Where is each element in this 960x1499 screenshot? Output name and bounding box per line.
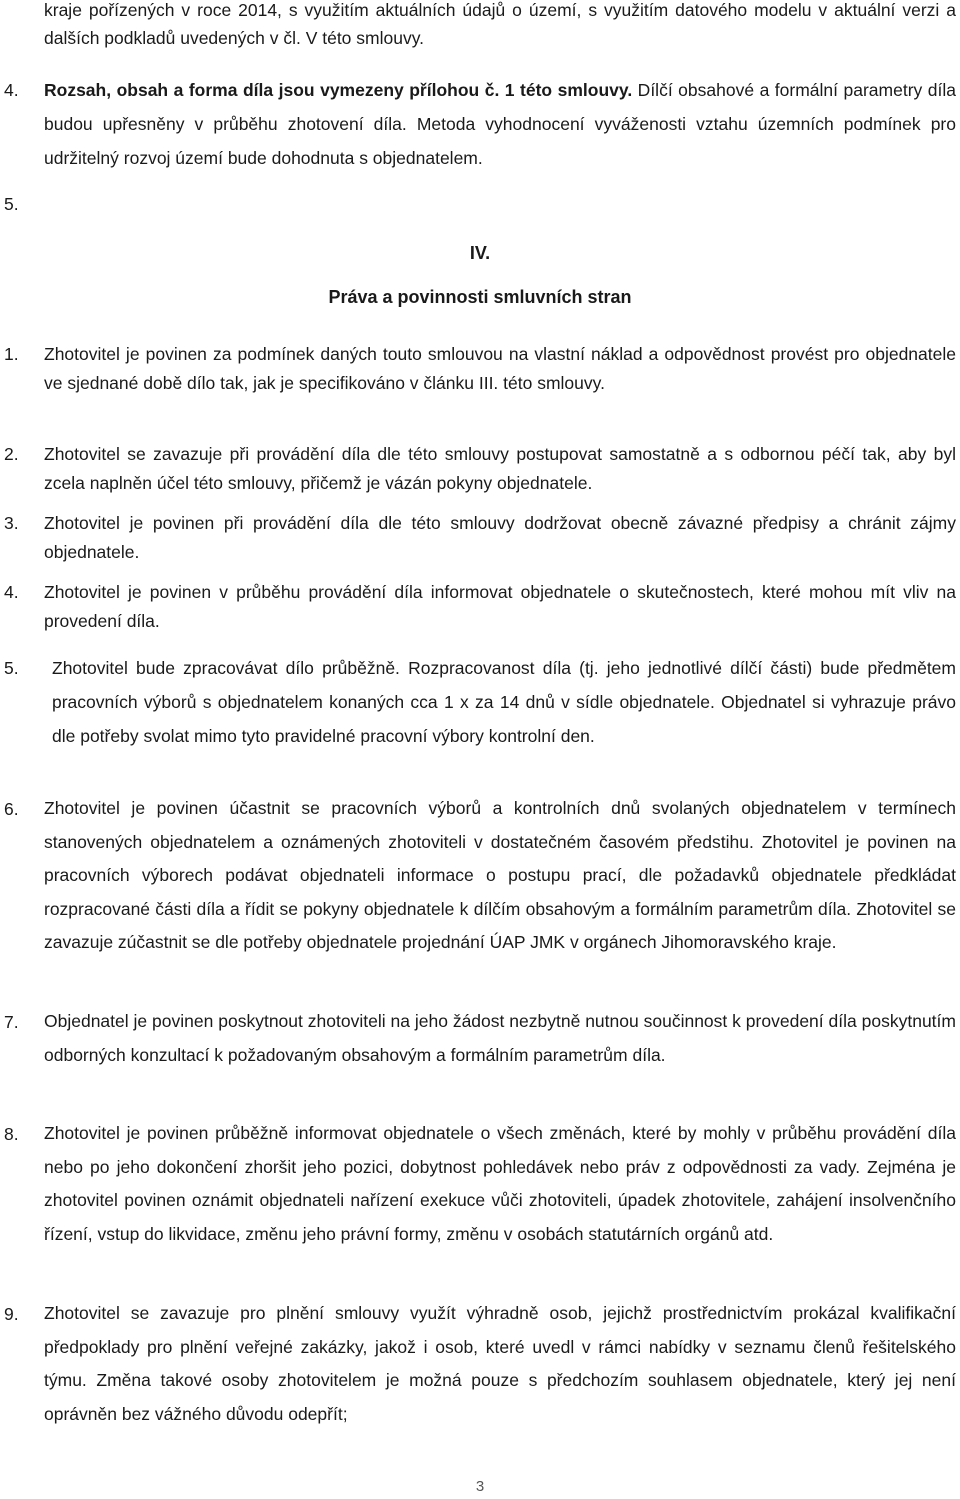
item-text: Zhotovitel je povinen při provádění díla dle této smlouvy dodržovat obecně závazné předpisy a chránit zájmy objednatele. xyxy=(44,513,956,562)
item-text: Zhotovitel je povinen účastnit se pracovních výborů a kontrolních dnů svolaných objednatelem v termínech stanovených objednatelem a oznámených zhotoviteli v dostatečném časovém předstihu. Zhotovitel je povinen na pracovních výborech podávat objednateli informace o postupu prací, dle požadavků objednatele předkládat rozpracované části díla a řídit se pokyny objednatele k dílčím obsahovým a formálním parametrům díla. Zhotovitel se zavazuje zúčastnit se dle potřeby objednatele projednání ÚAP JMK v orgánech Jihomoravského kraje. xyxy=(44,798,956,952)
item-text: Zhotovitel bude zpracovávat dílo průběžně. Rozpracovanost díla (tj. jeho jednotlivé dílčí části) bude předmětem pracovních výborů s objednatelem konaných cca 1 x za 14 dnů v sídle objednatele. Objednatel si vyhrazuje právo dle potřeby svolat mimo tyto pravidelné pracovní výbory kontrolní den. xyxy=(52,658,956,746)
item-number: 3. xyxy=(4,513,19,533)
section-numeral: IV. xyxy=(469,243,491,263)
item-text: Zhotovitel se zavazuje pro plnění smlouvy využít výhradně osob, jejichž prostřednictvím prokázal kvalifikační předpoklady pro plnění veřejné zakázky, jakož i osob, které uvedl v rámci nabídky v seznamu členů řešitelského týmu. Změna takové osoby zhotovitelem je možná pouze s předchozím souhlasem objednatele, který jej není oprávněn bez vážného důvodu odepřít; xyxy=(44,1303,956,1424)
item-text: Zhotovitel je povinen za podmínek daných touto smlouvou na vlastní náklad a odpovědnost provést pro objednatele ve sjednané době dílo tak, jak je specifikováno v článku III. této smlouvy. xyxy=(44,344,956,393)
item-text: Zhotovitel je povinen průběžně informovat objednatele o všech změnách, které by mohly v průběhu provádění díla nebo po jeho dokončení zhoršit jeho pozici, dobytnost pohledávek nebo práv z odpovědnosti za vady. Zejména je zhotovitel povinen oznámit objednateli nařízení exekuce vůči zhotoviteli, úpadek zhotovitele, zahájení insolvenčního řízení, vstup do likvidace, změnu jeho právní formy, změnu v osobách statutárních orgánů atd. xyxy=(44,1123,956,1244)
item-text: Objednatel je povinen poskytnout zhotoviteli na jeho žádost nezbytně nutnou součinnost k provedení díla poskytnutím odborných konzultací k požadovaným obsahovým a formálním parametrům díla. xyxy=(44,1011,956,1065)
item-number: 6. xyxy=(4,799,19,819)
item-text: Zhotovitel se zavazuje při provádění díla dle této smlouvy postupovat samostatně a s odbornou péčí tak, aby byl zcela naplněn účel této smlouvy, přičemž je vázán pokyny objednatele. xyxy=(44,444,956,493)
item-number: 2. xyxy=(4,444,19,464)
carryover-text: kraje pořízených v roce 2014, s využitím aktuálních údajů o území, s využitím datového modelu v aktuální verzi a dalších podkladů uvedených v čl. V této smlouvy. xyxy=(44,0,956,48)
section-title: Práva a povinnosti smluvních stran xyxy=(328,287,632,307)
item-number: 1. xyxy=(4,344,19,364)
item-rest-text: Dílčí obsahové a formální parametry díla budou upřesněny v průběhu zhotovení díla. Metoda vyhodnocení vyváženosti vztahu územních podmínek pro udržitelný rozvoj území bude dohodnuta s objednatelem. xyxy=(44,80,957,168)
item-text xyxy=(44,73,956,175)
item-number: 5. xyxy=(4,658,19,678)
page-number: 3 xyxy=(475,1478,485,1495)
item-number: 4. xyxy=(4,582,19,602)
item-text: Zhotovitel je povinen v průběhu provádění díla informovat objednatele o skutečnostech, které mohou mít vliv na provedení díla. xyxy=(44,582,956,631)
item-number: 8. xyxy=(4,1124,19,1144)
item-number: 5. xyxy=(4,194,19,214)
item-number: 9. xyxy=(4,1304,19,1324)
item-number: 4. xyxy=(4,80,19,100)
item-number: 7. xyxy=(4,1012,19,1032)
item-bold-text: Rozsah, obsah a forma díla jsou vymezeny přílohou č. 1 této smlouvy. xyxy=(44,80,633,100)
